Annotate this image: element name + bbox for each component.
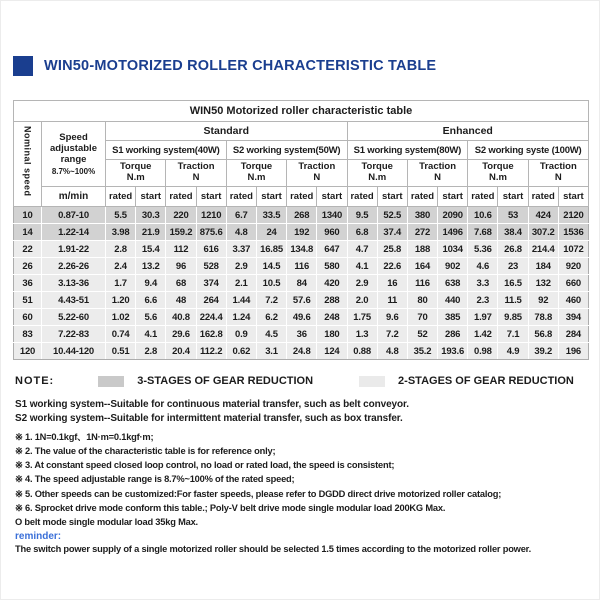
cell-value: 192 [287, 224, 317, 241]
cell-value: 48 [166, 292, 196, 309]
cell-value: 56.8 [528, 326, 558, 343]
system-s2-100w-header: S2 working syste (100W) [468, 141, 589, 160]
cell-value: 5.6 [136, 309, 166, 326]
cell-value: 264 [196, 292, 226, 309]
cell-value: 420 [317, 275, 347, 292]
cell-value: 9.6 [377, 309, 407, 326]
cell-value: 7.2 [256, 292, 286, 309]
cell-value: 1.24 [226, 309, 256, 326]
cell-value: 3.3 [468, 275, 498, 292]
cell-speed-range: 4.43-51 [42, 292, 106, 309]
legend-label-2stage: 2-STAGES OF GEAR REDUCTION [398, 375, 574, 387]
system-s2-50w-header: S2 working system(50W) [226, 141, 347, 160]
numbered-notes [15, 430, 587, 529]
legend-item-2stage [359, 375, 574, 387]
table-row-speed-120 [14, 343, 589, 360]
cell-value: 132 [528, 275, 558, 292]
cell-value: 2.9 [347, 275, 377, 292]
cell-value: 1034 [438, 241, 468, 258]
cell-speed-range: 3.13-36 [42, 275, 106, 292]
start-subheader: start [317, 187, 347, 207]
cell-value: 7.68 [468, 224, 498, 241]
cell-value: 52.5 [377, 207, 407, 224]
rated-subheader: rated [226, 187, 256, 207]
cell-value: 380 [407, 207, 437, 224]
cell-value: 875.6 [196, 224, 226, 241]
cell-nominal-speed: 51 [14, 292, 42, 309]
measure-line1: Traction [177, 161, 215, 173]
title-bullet-square-icon [13, 56, 33, 76]
characteristic-table [13, 100, 589, 360]
cell-speed-range: 2.26-26 [42, 258, 106, 275]
cell-value: 1.44 [226, 292, 256, 309]
rated-subheader: rated [347, 187, 377, 207]
measure-line2: N [554, 172, 562, 183]
cell-speed-range: 10.44-120 [42, 343, 106, 360]
cell-value: 0.98 [468, 343, 498, 360]
cell-value: 112.2 [196, 343, 226, 360]
cell-value: 9.85 [498, 309, 528, 326]
cell-value: 460 [558, 292, 588, 309]
rated-subheader: rated [166, 187, 196, 207]
cell-value: 49.6 [287, 309, 317, 326]
cell-value: 10.6 [468, 207, 498, 224]
cell-value: 6.6 [136, 292, 166, 309]
cell-value: 7.2 [377, 326, 407, 343]
cell-value: 4.9 [498, 343, 528, 360]
legend-swatch-2stage-icon [359, 376, 385, 387]
cell-value: 16.5 [498, 275, 528, 292]
cell-speed-range: 5.22-60 [42, 309, 106, 326]
cell-value: 3.1 [256, 343, 286, 360]
torque-header [226, 160, 286, 187]
cell-value: 70 [407, 309, 437, 326]
measure-line1: Torque [119, 161, 152, 173]
group-standard-header: Standard [106, 122, 348, 141]
cell-value: 124 [317, 343, 347, 360]
cell-value: 2.8 [106, 241, 136, 258]
cell-value: 1.75 [347, 309, 377, 326]
rated-subheader: rated [528, 187, 558, 207]
cell-value: 2.9 [226, 258, 256, 275]
start-subheader: start [256, 187, 286, 207]
cell-value: 57.6 [287, 292, 317, 309]
cell-value: 116 [287, 258, 317, 275]
cell-value: 68 [166, 275, 196, 292]
rated-subheader: rated [407, 187, 437, 207]
cell-value: 424 [528, 207, 558, 224]
cell-value: 159.2 [166, 224, 196, 241]
nominal-speed-label: Nominal speed [22, 126, 33, 197]
cell-value: 1072 [558, 241, 588, 258]
cell-value: 0.62 [226, 343, 256, 360]
cell-speed-range: 7.22-83 [42, 326, 106, 343]
cell-value: 2120 [558, 207, 588, 224]
measure-line1: Traction [419, 161, 457, 173]
cell-value: 16 [377, 275, 407, 292]
cell-value: 2.4 [106, 258, 136, 275]
cell-value: 37.4 [377, 224, 407, 241]
table-row-speed-83 [14, 326, 589, 343]
rated-subheader: rated [468, 187, 498, 207]
cell-value: 1210 [196, 207, 226, 224]
cell-value: 4.8 [226, 224, 256, 241]
cell-value: 164 [407, 258, 437, 275]
cell-value: 1340 [317, 207, 347, 224]
cell-value: 902 [438, 258, 468, 275]
cell-value: 6.7 [226, 207, 256, 224]
cell-value: 15.4 [136, 241, 166, 258]
cell-value: 92 [528, 292, 558, 309]
cell-value: 5.5 [106, 207, 136, 224]
measure-line1: Torque [240, 161, 273, 173]
start-subheader: start [558, 187, 588, 207]
cell-nominal-speed: 26 [14, 258, 42, 275]
measure-line2: N.m [247, 172, 266, 183]
traction-header [166, 160, 226, 187]
cell-value: 52 [407, 326, 437, 343]
cell-value: 248 [317, 309, 347, 326]
cell-value: 0.88 [347, 343, 377, 360]
measure-line2: N [434, 172, 441, 183]
cell-value: 36 [287, 326, 317, 343]
cell-value: 20.4 [166, 343, 196, 360]
cell-value: 528 [196, 258, 226, 275]
cell-value: 960 [317, 224, 347, 241]
table-head [14, 101, 589, 207]
cell-value: 374 [196, 275, 226, 292]
start-subheader: start [498, 187, 528, 207]
s2-system-description: S2 working system--Suitable for intermittent material transfer, such as box transfer. [15, 413, 403, 424]
cell-value: 6.2 [256, 309, 286, 326]
cell-value: 272 [407, 224, 437, 241]
cell-nominal-speed: 60 [14, 309, 42, 326]
cell-value: 116 [407, 275, 437, 292]
cell-value: 11 [377, 292, 407, 309]
traction-header [407, 160, 467, 187]
measure-line2: N [313, 172, 321, 183]
cell-value: 40.8 [166, 309, 196, 326]
cell-value: 220 [166, 207, 196, 224]
table-row-speed-22 [14, 241, 589, 258]
cell-value: 22.6 [377, 258, 407, 275]
measure-line2: N.m [368, 172, 387, 183]
group-enhanced-header: Enhanced [347, 122, 589, 141]
cell-value: 1.02 [106, 309, 136, 326]
cell-value: 4.5 [256, 326, 286, 343]
cell-value: 9.4 [136, 275, 166, 292]
measure-line2: N [192, 172, 200, 183]
page-title: WIN50-MOTORIZED ROLLER CHARACTERISTIC TABLE [44, 58, 437, 74]
nominal-speed-header [14, 122, 42, 207]
note-line-1: ※ 1. 1N=0.1kgf、1N·m=0.1kgf·m; [15, 432, 154, 442]
cell-speed-range: 0.87-10 [42, 207, 106, 224]
cell-value: 4.1 [347, 258, 377, 275]
torque-header [347, 160, 407, 187]
table-body [14, 207, 589, 360]
cell-value: 2.0 [347, 292, 377, 309]
cell-value: 288 [317, 292, 347, 309]
table-row-speed-14 [14, 224, 589, 241]
speed-range-sub: 8.7%~100% [51, 166, 96, 176]
cell-value: 5.36 [468, 241, 498, 258]
cell-value: 13.2 [136, 258, 166, 275]
s1-system-description: S1 working system--Suitable for continuous material transfer, such as belt conveyor. [15, 399, 409, 410]
cell-value: 134.8 [287, 241, 317, 258]
note-line-extra: O belt mode single modular load 35kg Max. [15, 516, 198, 527]
cell-value: 1.97 [468, 309, 498, 326]
cell-value: 10.5 [256, 275, 286, 292]
legend-item-3stage [98, 375, 313, 387]
start-subheader: start [196, 187, 226, 207]
unit-header: m/min [42, 187, 106, 207]
cell-value: 6.8 [347, 224, 377, 241]
cell-value: 4.6 [468, 258, 498, 275]
cell-value: 80 [407, 292, 437, 309]
table-caption: WIN50 Motorized roller characteristic table [14, 101, 589, 122]
cell-value: 660 [558, 275, 588, 292]
cell-value: 35.2 [407, 343, 437, 360]
cell-value: 196 [558, 343, 588, 360]
cell-value: 394 [558, 309, 588, 326]
cell-value: 16.85 [256, 241, 286, 258]
cell-value: 1496 [438, 224, 468, 241]
cell-value: 26.8 [498, 241, 528, 258]
cell-value: 1.3 [347, 326, 377, 343]
measure-line2: N.m [126, 172, 145, 183]
cell-nominal-speed: 36 [14, 275, 42, 292]
cell-value: 1536 [558, 224, 588, 241]
cell-value: 21.9 [136, 224, 166, 241]
cell-nominal-speed: 10 [14, 207, 42, 224]
cell-value: 440 [438, 292, 468, 309]
cell-value: 30.3 [136, 207, 166, 224]
cell-value: 96 [166, 258, 196, 275]
note-line-4: ※ 4. The speed adjustable range is 8.7%~100% of the rated speed; [15, 474, 295, 485]
cell-value: 14.5 [256, 258, 286, 275]
cell-value: 23 [498, 258, 528, 275]
cell-value: 24 [256, 224, 286, 241]
measure-line1: Traction [539, 161, 577, 173]
system-description-lines [15, 398, 587, 426]
cell-value: 25.8 [377, 241, 407, 258]
cell-value: 53 [498, 207, 528, 224]
table-row-speed-60 [14, 309, 589, 326]
cell-value: 3.98 [106, 224, 136, 241]
cell-value: 78.8 [528, 309, 558, 326]
header-row-subcolumns [14, 187, 589, 207]
cell-value: 920 [558, 258, 588, 275]
page-header [13, 56, 587, 76]
cell-value: 580 [317, 258, 347, 275]
cell-value: 1.42 [468, 326, 498, 343]
torque-header [106, 160, 166, 187]
cell-value: 616 [196, 241, 226, 258]
legend-label-3stage: 3-STAGES OF GEAR REDUCTION [137, 375, 314, 387]
cell-value: 284 [558, 326, 588, 343]
cell-value: 0.51 [106, 343, 136, 360]
cell-value: 11.5 [498, 292, 528, 309]
cell-nominal-speed: 83 [14, 326, 42, 343]
cell-value: 1.7 [106, 275, 136, 292]
cell-nominal-speed: 120 [14, 343, 42, 360]
cell-speed-range: 1.91-22 [42, 241, 106, 258]
note-line-6: ※ 6. Sprocket drive mode conform this table.; Poly-V belt drive mode single modular load 200KG Max. [15, 502, 446, 513]
measure-line1: Traction [298, 161, 336, 173]
table-row-speed-51 [14, 292, 589, 309]
cell-value: 4.1 [136, 326, 166, 343]
reminder-text: The switch power supply of a single motorized roller should be selected 1.5 times according to the motorized roller power. [15, 543, 531, 554]
cell-value: 2.8 [136, 343, 166, 360]
start-subheader: start [136, 187, 166, 207]
cell-value: 184 [528, 258, 558, 275]
note-line-3: ※ 3. At constant speed closed loop control, no load or rated load, the speed is consistent; [15, 460, 395, 471]
cell-value: 1.20 [106, 292, 136, 309]
cell-value: 112 [166, 241, 196, 258]
characteristic-table-wrap [13, 100, 587, 360]
cell-value: 38.4 [498, 224, 528, 241]
cell-value: 162.8 [196, 326, 226, 343]
rated-subheader: rated [106, 187, 136, 207]
header-row-groups [14, 122, 589, 141]
cell-speed-range: 1.22-14 [42, 224, 106, 241]
cell-value: 180 [317, 326, 347, 343]
cell-value: 2090 [438, 207, 468, 224]
speed-range-header [42, 122, 106, 187]
cell-value: 224.4 [196, 309, 226, 326]
traction-header [287, 160, 347, 187]
cell-value: 2.3 [468, 292, 498, 309]
system-s1-40w-header: S1 working system(40W) [106, 141, 227, 160]
cell-nominal-speed: 22 [14, 241, 42, 258]
start-subheader: start [377, 187, 407, 207]
note-line-5: ※ 5. Other speeds can be customized:For faster speeds, please refer to DGDD direct drive motorized roller catalog; [15, 488, 502, 499]
cell-value: 193.6 [438, 343, 468, 360]
table-row-speed-36 [14, 275, 589, 292]
cell-value: 268 [287, 207, 317, 224]
cell-value: 7.1 [498, 326, 528, 343]
cell-value: 33.5 [256, 207, 286, 224]
cell-value: 4.7 [347, 241, 377, 258]
reminder-label: reminder: [15, 530, 62, 542]
traction-header [528, 160, 588, 187]
cell-value: 638 [438, 275, 468, 292]
table-row-speed-26 [14, 258, 589, 275]
cell-value: 214.4 [528, 241, 558, 258]
measure-line1: Torque [482, 161, 514, 173]
cell-value: 0.9 [226, 326, 256, 343]
start-subheader: start [438, 187, 468, 207]
cell-value: 9.5 [347, 207, 377, 224]
speed-range-label: Speed adjustable range [50, 131, 97, 166]
legend-swatch-3stage-icon [98, 376, 124, 387]
cell-value: 29.6 [166, 326, 196, 343]
cell-value: 84 [287, 275, 317, 292]
cell-value: 0.74 [106, 326, 136, 343]
note-line-2: ※ 2. The value of the characteristic table is for reference only; [15, 446, 276, 457]
system-s1-80w-header: S1 working system(80W) [347, 141, 468, 160]
cell-nominal-speed: 14 [14, 224, 42, 241]
torque-header [468, 160, 528, 187]
cell-value: 2.1 [226, 275, 256, 292]
cell-value: 647 [317, 241, 347, 258]
note-label: NOTE: [15, 375, 55, 387]
measure-line1: Torque [361, 161, 393, 173]
cell-value: 39.2 [528, 343, 558, 360]
cell-value: 188 [407, 241, 437, 258]
cell-value: 385 [438, 309, 468, 326]
table-row-speed-10 [14, 207, 589, 224]
rated-subheader: rated [287, 187, 317, 207]
measure-line2: N.m [488, 172, 507, 183]
cell-value: 286 [438, 326, 468, 343]
cell-value: 307.2 [528, 224, 558, 241]
table-caption-row [14, 101, 589, 122]
cell-value: 24.8 [287, 343, 317, 360]
cell-value: 3.37 [226, 241, 256, 258]
legend-row [15, 375, 587, 387]
cell-value: 4.8 [377, 343, 407, 360]
